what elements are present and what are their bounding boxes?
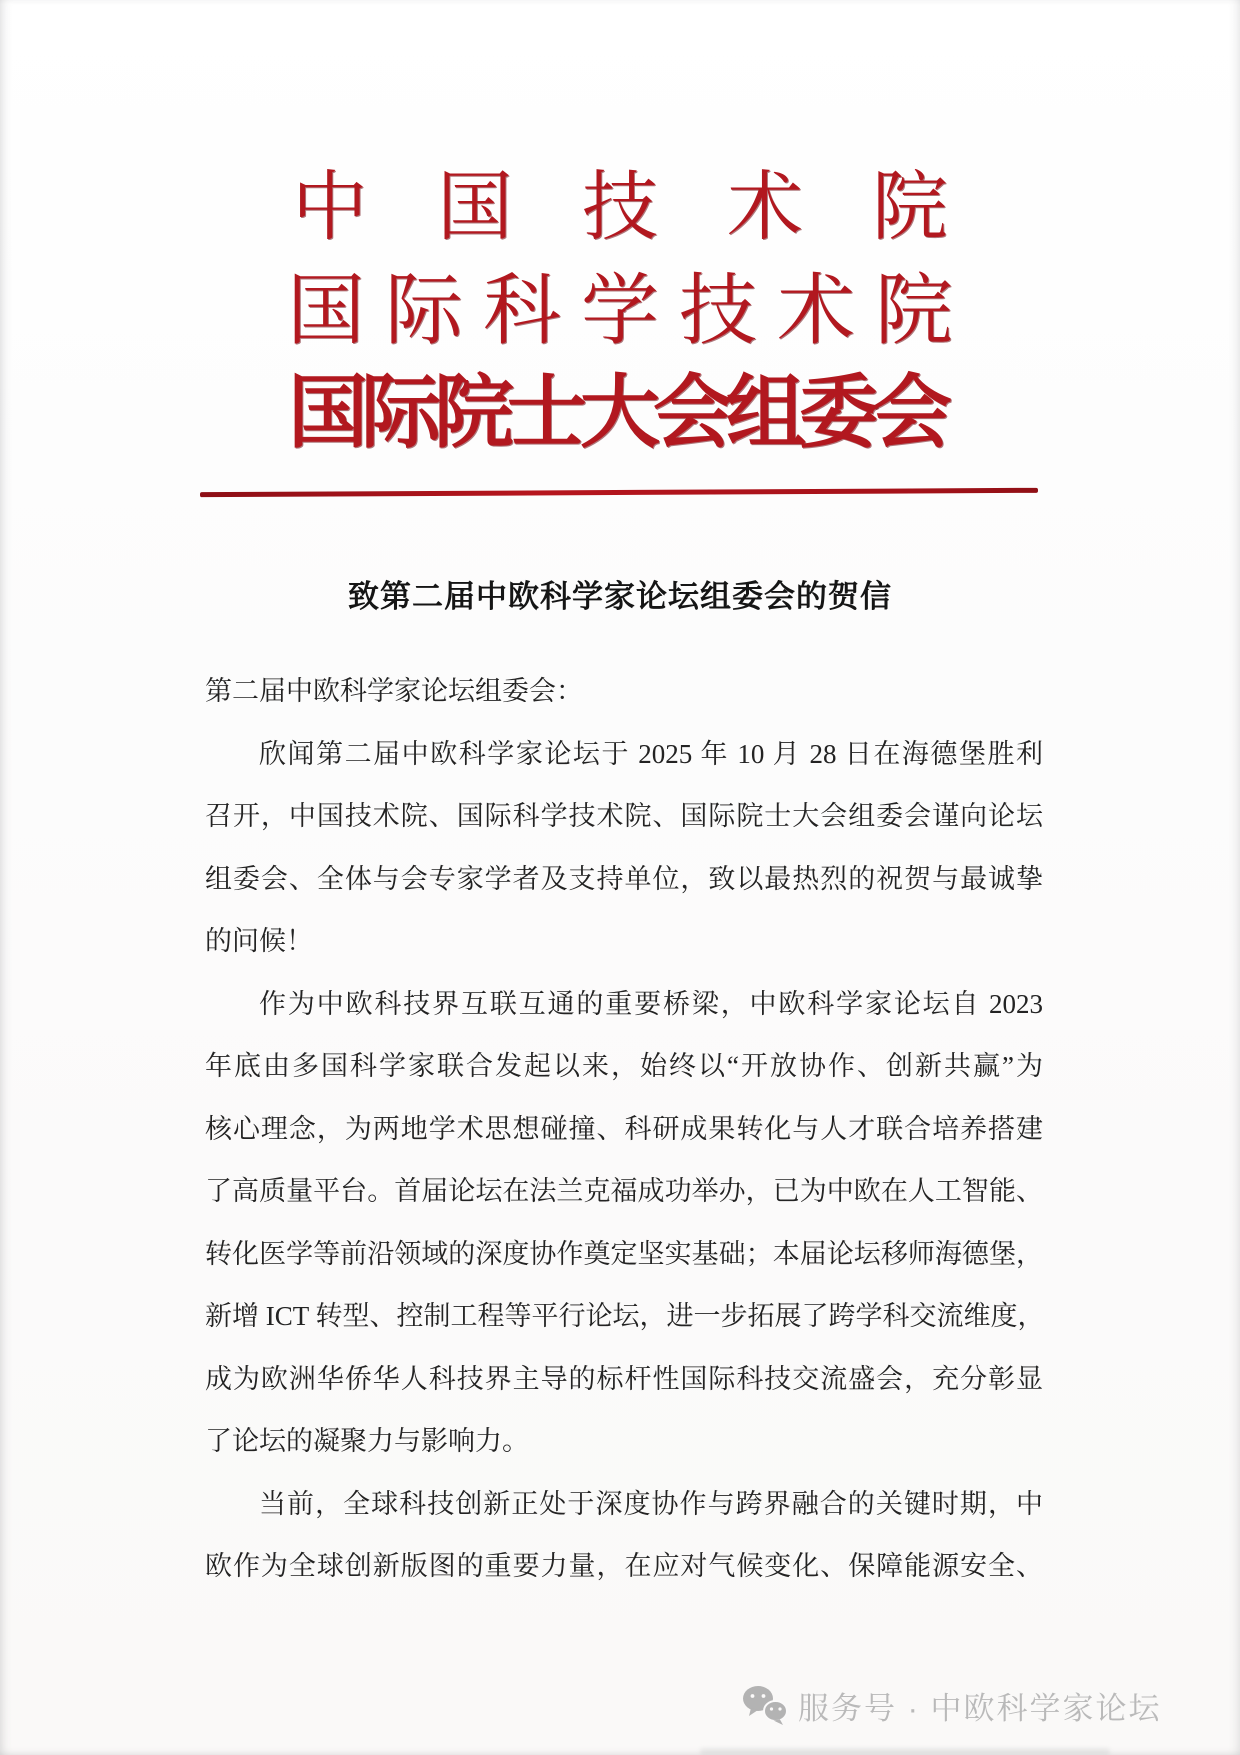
body-line: 作为中欧科技界互联互通的重要桥梁，中欧科学家论坛自 2023 (259, 988, 1043, 1019)
body-line: 召开，中国技术院、国际科学技术院、国际院士大会组委会谨向论坛 (205, 801, 1043, 831)
account-watermark (742, 1683, 1162, 1727)
body-line: 欧作为全球创新版图的重要力量，在应对气候变化、保障能源安全、 (205, 1551, 1043, 1581)
body-line: 当前，全球科技创新正处于深度协作与跨界融合的关键时期，中 (259, 1488, 1043, 1519)
letterhead-line-1: 中国技术院 (292, 166, 1017, 250)
body-line: 核心理念，为两地学术思想碰撞、科研成果转化与人才联合培养搭建 (205, 1113, 1043, 1144)
scan-artifact (700, 1748, 1110, 1755)
body-line: 成为欧洲华侨华人科技界主导的标杆性国际科技交流盛会，充分彰显 (205, 1363, 1043, 1394)
letterhead-line-2: 国际科学技术院 (286, 267, 973, 354)
letterhead-divider-rule (200, 488, 1038, 497)
body-line: 欣闻第二届中欧科学家论坛于 2025 年 10 月 28 日在海德堡胜利 (259, 738, 1043, 769)
salutation: 第二届中欧科学家论坛组委会： (205, 676, 583, 706)
watermark-text: 服务号 · 中欧科学家论坛 (798, 1690, 1162, 1726)
body-line: 年底由多国科学家联合发起以来，始终以“开放协作、创新共赢”为 (205, 1051, 1043, 1081)
body-line: 了高质量平台。首届论坛在法兰克福成功举办，已为中欧在人工智能、 (205, 1176, 1043, 1206)
body-line: 的问候！ (205, 926, 313, 956)
letterhead-line-3: 国际院士大会组委会 (288, 370, 945, 458)
body-line: 组委会、全体与会专家学者及支持单位，致以最热烈的祝贺与最诚挚 (205, 863, 1043, 894)
body-line: 新增 ICT 转型、控制工程等平行论坛，进一步拓展了跨学科交流维度， (205, 1301, 1045, 1331)
body-line: 了论坛的凝聚力与影响力。 (205, 1426, 529, 1456)
letter-body (205, 660, 1043, 1598)
wechat-icon (742, 1685, 788, 1725)
body-line: 转化医学等前沿领域的深度协作奠定坚实基础；本届论坛移师海德堡， (205, 1238, 1043, 1269)
letter-title: 致第二届中欧科学家论坛组委会的贺信 (348, 579, 892, 614)
